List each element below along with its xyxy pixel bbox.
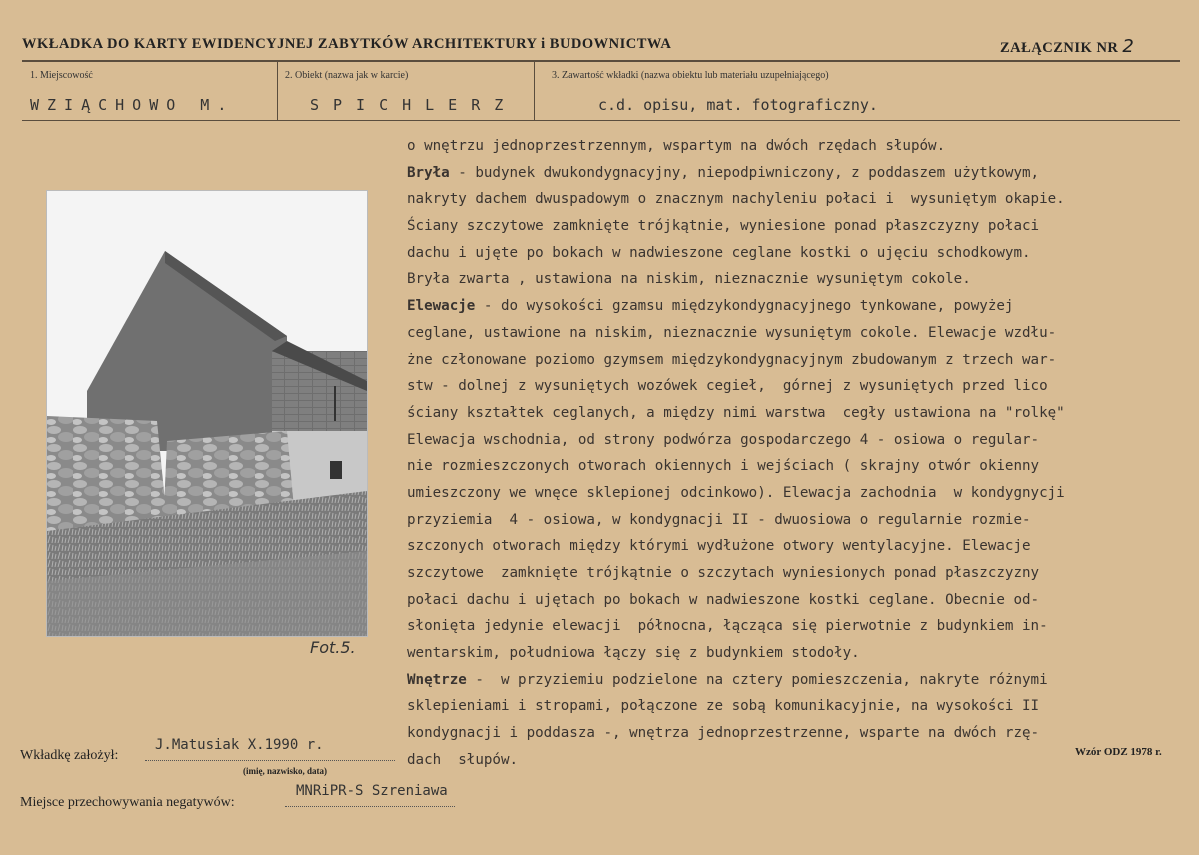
description-line bbox=[407, 293, 1177, 320]
description-line bbox=[407, 373, 1177, 400]
line-text: słonięta jedynie elewacji północna, łącząca się pierwotnie z budynkiem in- bbox=[407, 618, 1048, 635]
description-line bbox=[407, 507, 1177, 534]
line-text: nie rozmieszczonych otworach okiennych i wejściach ( skrajny otwór okienny bbox=[407, 458, 1040, 475]
description-line bbox=[407, 213, 1177, 240]
line-text: - do wysokości gzamsu międzykondygnacyjnego tynkowane, powyżej bbox=[475, 298, 1014, 315]
line-text: stw - dolnej z wysuniętych wozówek cegieł, górnej z wysuniętych przed lico bbox=[407, 378, 1048, 395]
line-text: dachu i ujęte po bokach w nadwieszone ceglane kostki o ujęciu schodkowym. bbox=[407, 244, 1031, 261]
photo-caption: Fot.5. bbox=[310, 638, 356, 657]
description-line bbox=[407, 320, 1177, 347]
line-text: ceglane, ustawione na niskim, nieznacznie wysuniętym cokole. Elewacje wzdłu- bbox=[407, 324, 1057, 341]
storage-label: Miejsce przechowywania negatywów: bbox=[20, 795, 235, 810]
line-text: umieszczony we wnęce sklepionej odcinkowo). Elewacja zachodnia w kondygnycji bbox=[407, 484, 1065, 501]
author-underline bbox=[145, 760, 395, 761]
line-text: szczonych otworach między którymi wydłużone otwory wentylacyjne. Elewacje bbox=[407, 538, 1031, 555]
description-line bbox=[407, 533, 1177, 560]
attachment-label: ZAŁĄCZNIK NR bbox=[1000, 40, 1119, 56]
line-text: dach słupów. bbox=[407, 751, 519, 768]
line-text: wentarskim, południowa łączy się z budynkiem stodoły. bbox=[407, 645, 860, 662]
description-line bbox=[407, 667, 1177, 694]
content-label: 3. Zawartość wkładki (nazwa obiektu lub materiału uzupełniającego) bbox=[552, 70, 829, 81]
line-text: szczytowe zamknięte trójkątnie o szczytach wyniesionych ponad płaszczyzny bbox=[407, 565, 1040, 581]
description-line bbox=[407, 347, 1177, 374]
line-text: nakryty dachem dwuspadowym o znacznym nachyleniu połaci i wysuniętym okapie. bbox=[407, 191, 1065, 208]
author-hint: (imię, nazwisko, data) bbox=[243, 766, 327, 776]
locality-label: 1. Miejscowość bbox=[30, 70, 93, 81]
section-heading: Elewacje bbox=[407, 298, 476, 315]
line-text: o wnętrzu jednoprzestrzennym, wspartym na dwóch rzędach słupów. bbox=[407, 138, 946, 154]
line-text: Bryła zwarta , ustawiona na niskim, nieznacznie wysuniętym cokole. bbox=[407, 271, 971, 288]
description-line bbox=[407, 747, 1177, 774]
attachment-number bbox=[1000, 36, 1134, 57]
description-line bbox=[407, 400, 1177, 427]
form-title: WKŁADKA DO KARTY EWIDENCYJNEJ ZABYTKÓW ARCHITEKTURY i BUDOWNICTWA bbox=[22, 36, 672, 52]
description-line bbox=[407, 587, 1177, 614]
description-line bbox=[407, 560, 1177, 587]
description-line bbox=[407, 160, 1177, 187]
line-text: Ściany szczytowe zamknięte trójkątnie, wyniesione ponad płaszczyzny połaci bbox=[407, 218, 1040, 235]
section-heading: Bryła bbox=[407, 164, 450, 181]
line-text: - budynek dwukondygnacyjny, niepodpiwniczony, z poddaszem użytkowym, bbox=[449, 164, 1040, 181]
field-divider-1 bbox=[277, 62, 278, 120]
object-label: 2. Obiekt (nazwa jak w karcie) bbox=[285, 70, 409, 81]
line-text: - w przyziemiu podzielone na cztery pomieszczenia, nakryte różnymi bbox=[466, 671, 1048, 688]
line-text: kondygnacji i poddasza -‚ wnętrza jednoprzestrzenne, wsparte na dwóch rzę- bbox=[407, 725, 1040, 742]
photo-granary bbox=[46, 190, 368, 637]
description-line bbox=[407, 720, 1177, 747]
content-value: c.d. opisu, mat. fotograficzny. bbox=[598, 96, 878, 114]
description-line bbox=[407, 240, 1177, 267]
line-text: połaci dachu i ujętach po bokach w nadwieszone kostki ceglane. Obecnie od- bbox=[407, 591, 1040, 608]
granary-photo-drawing bbox=[47, 191, 367, 636]
attachment-number-value: 2 bbox=[1122, 36, 1135, 57]
description-line bbox=[407, 453, 1177, 480]
header-rule-top bbox=[22, 60, 1180, 62]
line-text: żne członowane poziomo gzymsem międzykondygnacyjnym zbudowanym z trzech war- bbox=[407, 351, 1057, 368]
section-heading: Wnętrze bbox=[407, 671, 467, 688]
storage-value: MNRiPR-S Szreniawa bbox=[296, 783, 448, 799]
line-text: przyziemia 4 - osiowa, w kondygnacji II - dwuosiowa o regularnie rozmie- bbox=[407, 511, 1031, 528]
description-line bbox=[407, 480, 1177, 507]
description-line bbox=[407, 133, 1177, 160]
line-text: Elewacja wschodnia, od strony podwórza gospodarczego 4 - osiowa o regular- bbox=[407, 431, 1040, 448]
author-value: J.Matusiak X.1990 r. bbox=[155, 737, 324, 753]
description-line bbox=[407, 186, 1177, 213]
object-value: SPICHLERZ bbox=[310, 96, 518, 114]
description-line bbox=[407, 613, 1177, 640]
description-line bbox=[407, 266, 1177, 293]
description-line bbox=[407, 693, 1177, 720]
line-text: sklepieniami i stropami, połączone ze sobą komunikacyjnie, na wysokości II bbox=[407, 698, 1040, 715]
description-text bbox=[407, 133, 1177, 774]
line-text: ściany kształtek ceglanych, a między nimi warstwa cegły ustawiona na "rolkę" bbox=[407, 404, 1065, 421]
storage-underline bbox=[285, 806, 455, 807]
description-line bbox=[407, 640, 1177, 667]
form-code: Wzór ODZ 1978 r. bbox=[1075, 746, 1162, 758]
author-label: Wkładkę założył: bbox=[20, 748, 119, 763]
locality-value: WZIĄCHOWO M. bbox=[30, 96, 235, 114]
field-divider-2 bbox=[534, 62, 535, 120]
description-line bbox=[407, 427, 1177, 454]
fields-rule-bottom bbox=[22, 120, 1180, 121]
